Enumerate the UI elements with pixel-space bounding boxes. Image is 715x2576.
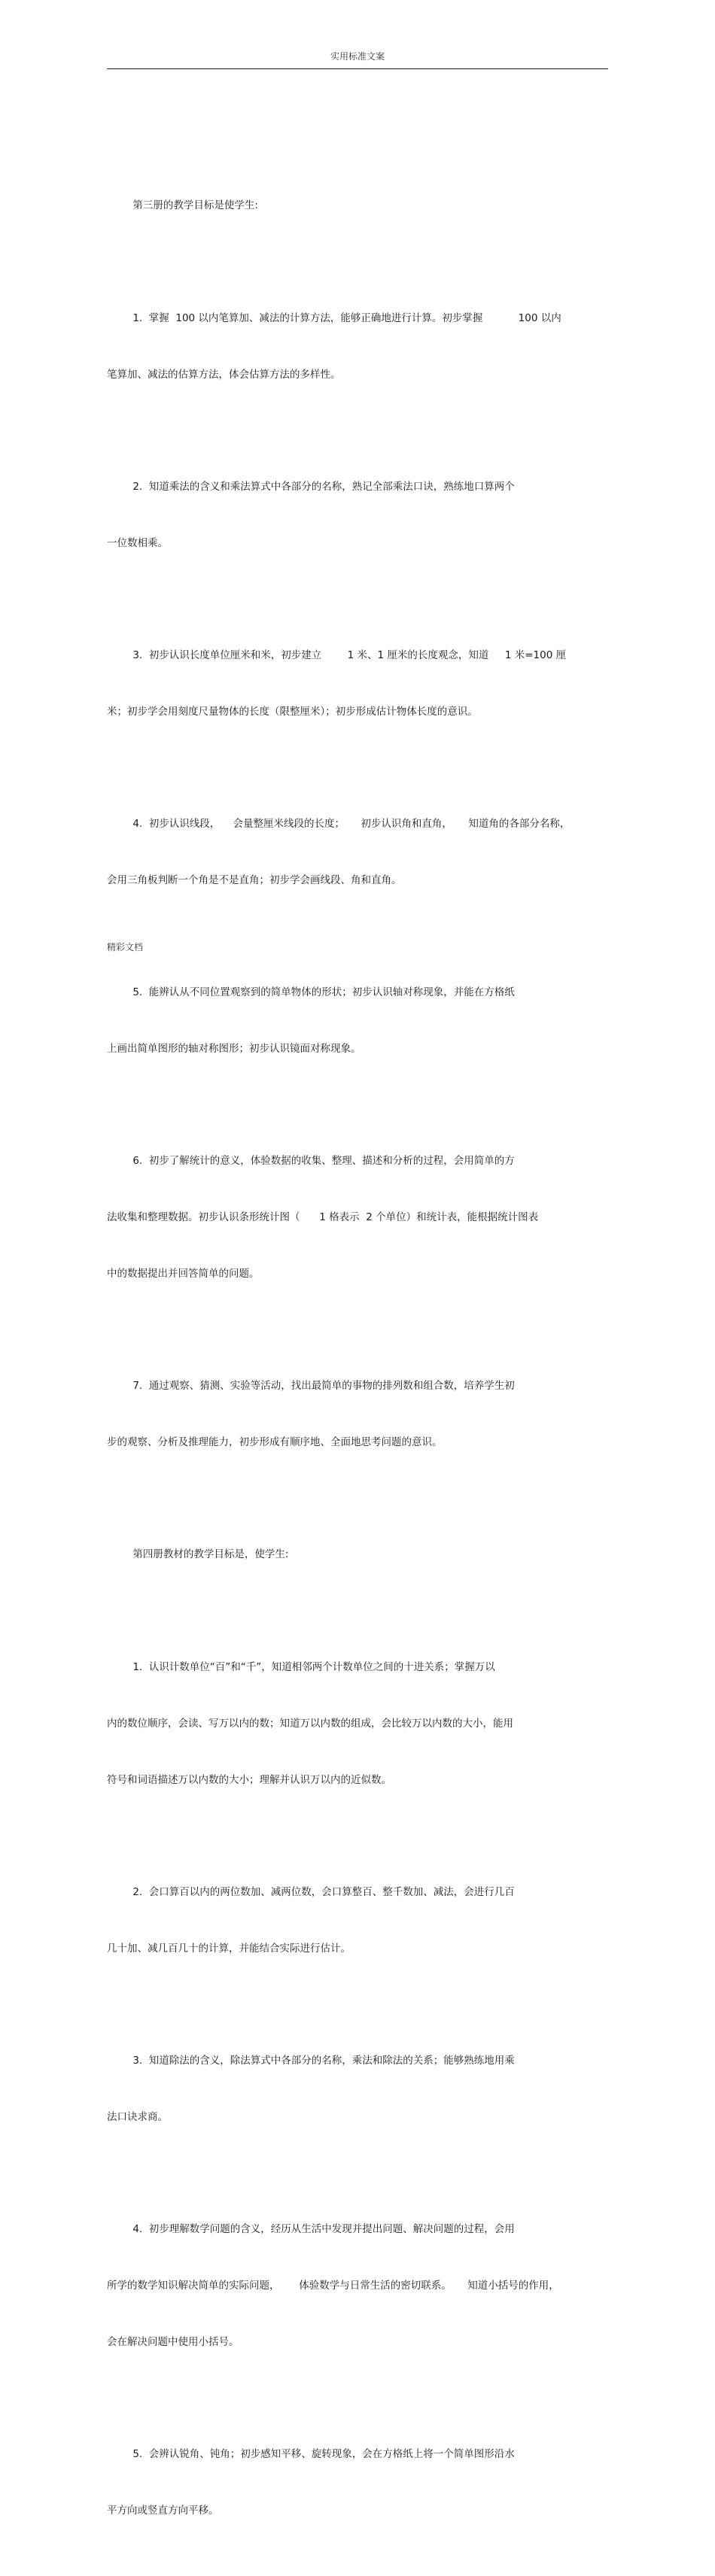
- header-divider: [107, 68, 608, 69]
- text-line: 米；初步学会用刻度尺量物体的长度（限整厘米）；初步形成估计物体长度的意识。: [107, 706, 478, 718]
- goal-item: [107, 2183, 608, 2389]
- text-line: 第四册教材的教学目标是，使学生:: [107, 1548, 289, 1560]
- text-line: 符号和词语描述万以内数的大小；理解并认识万以内的近似数。: [107, 1774, 391, 1786]
- goal-item: [107, 777, 608, 928]
- text-line: 2. 知道乘法的含义和乘法算式中各部分的名称，熟记全部乘法口诀，熟练地口算两个: [107, 481, 515, 493]
- text-line: 一位数相乘。: [107, 537, 168, 549]
- text-line: 内的数位顺序，会读、写万以内的数；知道万以内数的组成，会比较万以内数的大小，能用: [107, 1718, 513, 1730]
- text-line: 几十加、减几百几十的计算，并能结合实际进行估计。: [107, 1943, 351, 1955]
- section-heading-book3: [107, 159, 608, 253]
- text-line: 3. 初步认识长度单位厘米和米，初步建立 1 米、1 厘米的长度观念，知道 1 米=100 厘: [107, 649, 567, 661]
- goal-item: [107, 272, 608, 422]
- goal-item: [107, 1621, 608, 1827]
- text-line: 6. 初步了解统计的意义，体验数据的收集、整理、描述和分析的过程，会用简单的方: [107, 1155, 515, 1167]
- text-line: 平方向或竖直方向平移。: [107, 2505, 219, 2517]
- text-line: 步的观察、分析及推理能力，初步形成有顺序地、全面地思考问题的意识。: [107, 1436, 443, 1448]
- section-heading-book4: [107, 1508, 608, 1602]
- document-body: [107, 159, 608, 2576]
- text-line: 中的数据提出并回答简单的问题。: [107, 1268, 260, 1280]
- text-line: 2. 会口算百以内的两位数加、减两位数，会口算整百、整千数加、减法，会进行几百: [107, 1886, 515, 1898]
- text-line: 会在解决问题中使用小括号。: [107, 2336, 239, 2348]
- text-line: 5. 会辨认锐角、钝角；初步感知平移、旋转现象，会在方格纸上将一个简单图形沿水: [107, 2448, 515, 2460]
- text-line: 7. 通过观察、猜测、实验等活动，找出最简单的事物的排列数和组合数，培养学生初: [107, 1380, 515, 1392]
- text-line: 4. 初步理解数学问题的含义，经历从生活中发现并提出问题、解决问题的过程，会用: [107, 2223, 515, 2235]
- goal-item: [107, 1339, 608, 1490]
- text-line: 上画出简单图形的轴对称图形；初步认识镜面对称现象。: [107, 1043, 361, 1055]
- goal-item: [107, 440, 608, 591]
- text-line: 5. 能辨认从不同位置观察到的简单物体的形状；初步认识轴对称现象，并能在方格纸: [107, 986, 515, 998]
- goal-item: [107, 946, 608, 1096]
- page-header-title: 实用标准文案: [330, 51, 385, 62]
- text-line: 笔算加、减法的估算方法，体会估算方法的多样性。: [107, 369, 341, 381]
- text-line: 第三册的教学目标是使学生:: [107, 199, 258, 211]
- text-line: 1. 认识计数单位“百”和“千”，知道相邻两个计数单位之间的十进关系；掌握万以: [107, 1661, 495, 1673]
- goal-item: [107, 1114, 608, 1321]
- goal-item: [107, 1845, 608, 1996]
- goal-item: [107, 2407, 608, 2558]
- text-line: 3. 知道除法的含义，除法算式中各部分的名称，乘法和除法的关系；能够熟练地用乘: [107, 2055, 515, 2067]
- text-line: 1. 掌握 100 以内笔算加、减法的计算方法，能够正确地进行计算。初步掌握 100 以内: [107, 312, 561, 324]
- text-line: 所学的数学知识解决简单的实际问题， 体验数学与日常生活的密切联系。 知道小括号的作用，: [107, 2280, 559, 2292]
- goal-item: [107, 609, 608, 759]
- text-line: 4. 初步认识线段， 会量整厘米线段的长度； 初步认识角和直角， 知道角的各部分名称，: [107, 818, 570, 830]
- text-line: 法收集和整理数据。初步认识条形统计图（ 1 格表示 2 个单位）和统计表，能根据统计图表: [107, 1211, 539, 1223]
- goal-item: [107, 2014, 608, 2164]
- page-footer-text: 精彩文档: [107, 942, 144, 952]
- text-line: 法口诀求商。: [107, 2111, 168, 2123]
- text-line: 会用三角板判断一个角是不是直角；初步学会画线段、角和直角。: [107, 874, 402, 886]
